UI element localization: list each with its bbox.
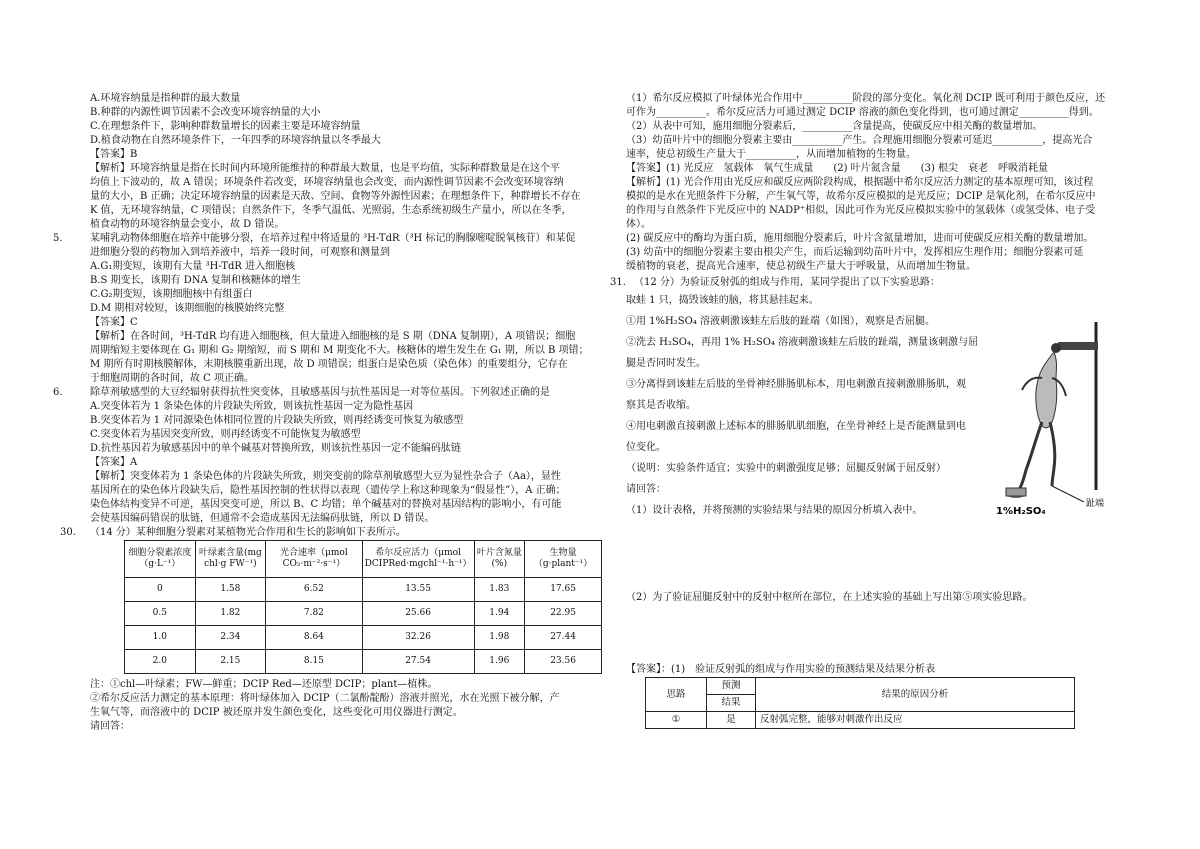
q4-option-d: D.植食动物在自然环境条件下，一年四季的环境容纳量以冬季最大: [90, 135, 381, 146]
table-header-cell: 细胞分裂素浓度（g·L⁻¹）: [125, 541, 196, 578]
q5-option-c: C.G₂期变短，该期细胞核中有组蛋白: [90, 289, 253, 300]
table-cell: 1.94: [474, 602, 525, 626]
q30-part-line: 速率，使总初级生产量大于__________，从而增加植物的生物量。: [626, 149, 916, 160]
q6-analysis-line: 会使基因编码错误的肽链，但通常不会造成基因无法编码肽链，所以 D 错误。: [90, 513, 435, 524]
toe-pointer-line: [1052, 486, 1084, 502]
cytokinin-data-table: [124, 540, 602, 674]
table-cell: 27.44: [525, 626, 602, 650]
q6-stem: 除草剂敏感型的大豆经辐射获得抗性突变体，且敏感基因与抗性基因是一对等位基因。下列叙述正确的是: [90, 387, 550, 398]
table-cell: 0: [125, 578, 196, 602]
q5-option-b: B.S 期变长，该期有 DNA 复制和核糖体的增生: [90, 275, 301, 286]
frog-experiment-figure: [996, 318, 1116, 518]
q30-number: 30.: [60, 527, 76, 538]
table-cell: 0.5: [125, 602, 196, 626]
acid-label: 1%H₂SO₄: [996, 506, 1046, 517]
frog-body: [1036, 352, 1057, 428]
table-cell: 是: [707, 712, 756, 729]
q30-analysis-line: (2) 碳反应中的酶均为蛋白质，施用细胞分裂素后，叶片含氮量增加，进而可使碳反应相关酶的数量增加。: [626, 233, 1094, 244]
q30-part-line: （2）从表中可知，施用细胞分裂素后，__________含量提高，使碳反应中相关酶的数量增加。: [626, 121, 1043, 132]
t2-header-cell: 预测: [707, 678, 756, 695]
table-header-cell: 生物量（g·plant⁻¹）: [525, 541, 602, 578]
frog-right-hind-leg: [1050, 422, 1055, 486]
clamp-knob: [1051, 343, 1061, 353]
table-note: ②希尔反应活力测定的基本原理：将叶绿体加入 DCIP（二氯酚靛酚）溶液并照光，水在光照下被分解，产: [90, 693, 560, 704]
q4-option-c: C.在理想条件下，影响种群数量增长的因素主要是环境容纳量: [90, 121, 361, 132]
q30-analysis-line: 模拟的是水在光照条件下分解，产生氧气等，故希尔反应模拟的是光反应；DCIP 是氧化剂，在希尔反应中: [626, 191, 1096, 202]
table-cell: 2.15: [195, 650, 265, 674]
table-row: [125, 578, 602, 602]
q5-analysis-line: 周期缩短主要体现在 G₁ 期和 G₂ 期缩短，而 S 期和 M 期变化不大。核糖体的增生发生在 G₁ 期，所以 B 项错；: [90, 345, 589, 356]
table-header-cell: 希尔反应活力（μmol DCIPRed·mgchl⁻¹·h⁻¹）: [362, 541, 474, 578]
table-header-cell: 叶片含氮量(%): [474, 541, 525, 578]
table-cell: 23.56: [525, 650, 602, 674]
q4-analysis-line: 均值上下波动的，故 A 错误；环境条件若改变，环境容纳量也会改变，而内源性调节因素不会改变环境容纳: [90, 177, 564, 188]
q31-step: ③分离得到该蛙左后肢的坐骨神经腓肠肌标本，用电刺激直接刺激腓肠肌，观: [626, 379, 966, 390]
table-cell: 2.34: [195, 626, 265, 650]
q6-answer: 【答案】A: [90, 457, 138, 468]
q31-answer-head: 【答案】：(1) 验证反射弧的组成与作用实验的预测结果及结果分析表: [626, 664, 936, 675]
q5-number: 5.: [53, 233, 63, 244]
table-cell: 22.95: [525, 602, 602, 626]
table-cell: 32.26: [362, 626, 474, 650]
table-note: 注：①chl—叶绿素；FW—鲜重；DCIP Red—还原型 DCIP；plant—植株。: [90, 679, 438, 690]
q31-part2: （2）为了验证屈腿反射中的反射中枢所在部位，在上述实验的基础上写出第⑤项实验思路。: [626, 592, 1033, 603]
q30-stem: （14 分）某种细胞分裂素对某植物光合作用和生长的影响如下表所示。: [90, 527, 406, 538]
q5-stem-line: 某哺乳动物体细胞在培养中能够分裂，在培养过程中将适量的 ³H-TdR（³H 标记的胸腺嘧啶脱氧核苷）和某促: [90, 233, 576, 244]
q31-step: ④用电刺激直接刺激上述标本的腓肠肌肌细胞，在坐骨神经上是否能测量到电: [626, 421, 966, 432]
q5-answer: 【答案】C: [90, 317, 138, 328]
clamp: [1058, 342, 1098, 350]
q4-analysis-line: K 值，无环境容纳量，C 项错误；自然条件下，冬季气温低、光照弱，生态系统初级生产量小，所以在冬季，: [90, 205, 572, 216]
t2-header-cell: 思路: [646, 678, 707, 712]
q30-part-line: （1）希尔反应模拟了叶绿体光合作用中__________阶段的部分变化。氧化剂 DCIP 既可利用于颜色反应，还: [626, 93, 1106, 104]
t2-header-cell: 结果: [707, 695, 756, 712]
table-cell: 1.98: [474, 626, 525, 650]
table-cell: 25.66: [362, 602, 474, 626]
table-header-cell: 光合速率（μmol CO₂·m⁻²·s⁻¹）: [266, 541, 363, 578]
table-cell: 1.96: [474, 650, 525, 674]
table-cell: 8.15: [266, 650, 363, 674]
q5-analysis-line: M 期所有时期核膜解体，末期核膜重新出现，故 D 项错误；组蛋白是染色质（染色体）的重要组分，它存在: [90, 359, 568, 370]
table-cell: 1.0: [125, 626, 196, 650]
t2-header-cell: 结果的原因分析: [756, 678, 1075, 712]
acid-beaker-body: [1006, 488, 1026, 496]
q30-analysis-line: 缓植物的衰老，提高光合速率，使总初级生产量大于呼吸量，从而增加生物量。: [626, 261, 976, 272]
q4-analysis-line: 【解析】环境容纳量是指在长时间内环境所能维持的种群最大数量，也是平均值，实际种群数量是在这个平: [90, 163, 560, 174]
q4-option-a: A.环境容纳量是指种群的最大数量: [90, 93, 241, 104]
table-cell: 反射弧完整，能够对刺激作出反应: [756, 712, 1075, 729]
toe-label: 趾端: [1086, 499, 1105, 509]
table-cell: 27.54: [362, 650, 474, 674]
q31-step: 请回答：: [626, 484, 666, 495]
frog-left-hind-leg: [1020, 422, 1042, 488]
q6-option-c: C.突变体若为基因突变所致，则再经诱变不可能恢复为敏感型: [90, 429, 361, 440]
table-cell: ①: [646, 712, 707, 729]
q6-option-b: B.突变体若为 1 对同源染色体相同位置的片段缺失所致，则再经诱变可恢复为敏感型: [90, 415, 464, 426]
table-cell: 6.52: [266, 578, 363, 602]
q6-analysis-line: 基因所在的染色体片段缺失后，隐性基因控制的性状得以表现（遗传学上称这种现象为“假显性”），A 正确；: [90, 485, 566, 496]
q31-step: （1）设计表格，并将预测的实验结果与结果的原因分析填入表中。: [626, 505, 923, 516]
table-cell: 1.82: [195, 602, 265, 626]
q30-part-line: （3）幼苗叶片中的细胞分裂素主要由__________产生。合理施用细胞分裂素可延迟__________，提高光合: [626, 135, 1093, 146]
q5-analysis-line: 于细胞周期的各时间，故 C 项正确。: [90, 373, 255, 384]
q31-step: ①用 1%H₂SO₄ 溶液刺激该蛙左后肢的趾端（如图），观察是否屈腿。: [626, 316, 936, 327]
q6-option-a: A.突变体若为 1 条染色体的片段缺失所致，则该抗性基因一定为隐性基因: [90, 401, 414, 412]
q6-option-d: D.抗性基因若为敏感基因中的单个碱基对替换所致，则该抗性基因一定不能编码肽链: [90, 443, 461, 454]
table-cell: 1.83: [474, 578, 525, 602]
q31-step: 位变化。: [626, 442, 666, 453]
reflex-answer-table: [645, 677, 1075, 729]
table-cell: 2.0: [125, 650, 196, 674]
q31-step: 腿是否同时发生。: [626, 358, 706, 369]
q6-number: 6.: [53, 387, 63, 398]
table-cell: 13.55: [362, 578, 474, 602]
table-cell: 1.58: [195, 578, 265, 602]
q31-step: 察其是否收缩。: [626, 400, 696, 411]
table-note: 生氧气等，而溶液中的 DCIP 被还原并发生颜色变化，这些变化可用仪器进行测定。: [90, 707, 463, 718]
q30-analysis-line: (3) 幼苗中的细胞分裂素主要由根尖产生，而后运输到幼苗叶片中，发挥相应生理作用；细胞分裂素可延: [626, 247, 1084, 258]
table-cell: 8.64: [266, 626, 363, 650]
q4-analysis-line: 量的大小，B 正确；决定环境容纳量的因素是天敌、空间、食物等外源性因素；在理想条件下，种群增长不存在: [90, 191, 581, 202]
table-row: [646, 712, 1075, 729]
table-row: [125, 626, 602, 650]
q4-option-b: B.种群的内源性调节因素不会改变环境容纳量的大小: [90, 107, 321, 118]
q5-stem-line: 进细胞分裂的药物加入到培养液中，培养一段时间，可观察和测量到: [90, 247, 390, 258]
left-column: [53, 92, 602, 734]
q31-step: 取蛙 1 只，捣毁该蛙的脑，将其悬挂起来。: [626, 295, 819, 306]
q31-number: 31.: [610, 277, 626, 288]
q6-analysis-line: 【解析】突变体若为 1 条染色体的片段缺失所致，则突变前的除草剂敏感型大豆为显性杂合子（Aa），显性: [90, 471, 561, 482]
q4-answer: 【答案】B: [90, 149, 138, 160]
table-row: [125, 602, 602, 626]
q30-analysis-line: 【解析】(1) 光合作用由光反应和碳反应两阶段构成，根据题中希尔反应活力测定的基本原理可知，该过程: [626, 177, 1094, 188]
table-header-cell: 叶绿素含量(mg chl·g FW⁻¹): [195, 541, 265, 578]
q5-analysis-line: 【解析】在各时间，³H-TdR 均有进入细胞核，但大量进入细胞核的是 S 期（DNA 复制期），A 项错误；细胞: [90, 331, 576, 342]
q30-answer: 【答案】(1) 光反应 氢载体 氧气生成量 (2) 叶片氮含量 (3) 根尖 衰老 呼吸消耗量: [626, 163, 1049, 174]
q5-option-a: A.G₁期变短，该期有大量 ³H-TdR 进入细胞核: [90, 261, 296, 272]
table-cell: 7.82: [266, 602, 363, 626]
q5-option-d: D.M 期相对较短，该期细胞的核膜始终完整: [90, 303, 285, 314]
table-cell: 17.65: [525, 578, 602, 602]
table-row: [125, 650, 602, 674]
q31-stem: （12 分）为验证反射弧的组成与作用，某同学提出了以下实验思路：: [634, 277, 940, 288]
q31-step: ②洗去 H₂SO₄，再用 1% H₂SO₄ 溶液刺激该蛙左后肢的趾端，测量该刺激与屈: [626, 337, 979, 348]
q31-step: （说明：实验条件适宜；实验中的刺激强度足够；屈腿反射属于屈反射）: [626, 463, 946, 474]
q30-part-line: 可作为__________。希尔反应活力可通过测定 DCIP 溶液的颜色变化得到，也可通过测定__________得到。: [626, 107, 1099, 118]
q30-analysis-line: 体）。: [626, 219, 651, 230]
q4-analysis-line: 植食动物的环境容纳量会变小，故 D 错误。: [90, 219, 285, 230]
q30-analysis-line: 的作用与自然条件下光反应中的 NADP⁺相似，因此可作为光反应模拟实验中的氢载体（或氢受体、电子受: [626, 205, 1096, 216]
q6-analysis-line: 染色体结构变异不可逆，基因突变可逆，所以 B、C 均错；单个碱基对的替换对基因结构的影响小，有可能: [90, 499, 562, 510]
please-answer: 请回答：: [90, 721, 130, 732]
